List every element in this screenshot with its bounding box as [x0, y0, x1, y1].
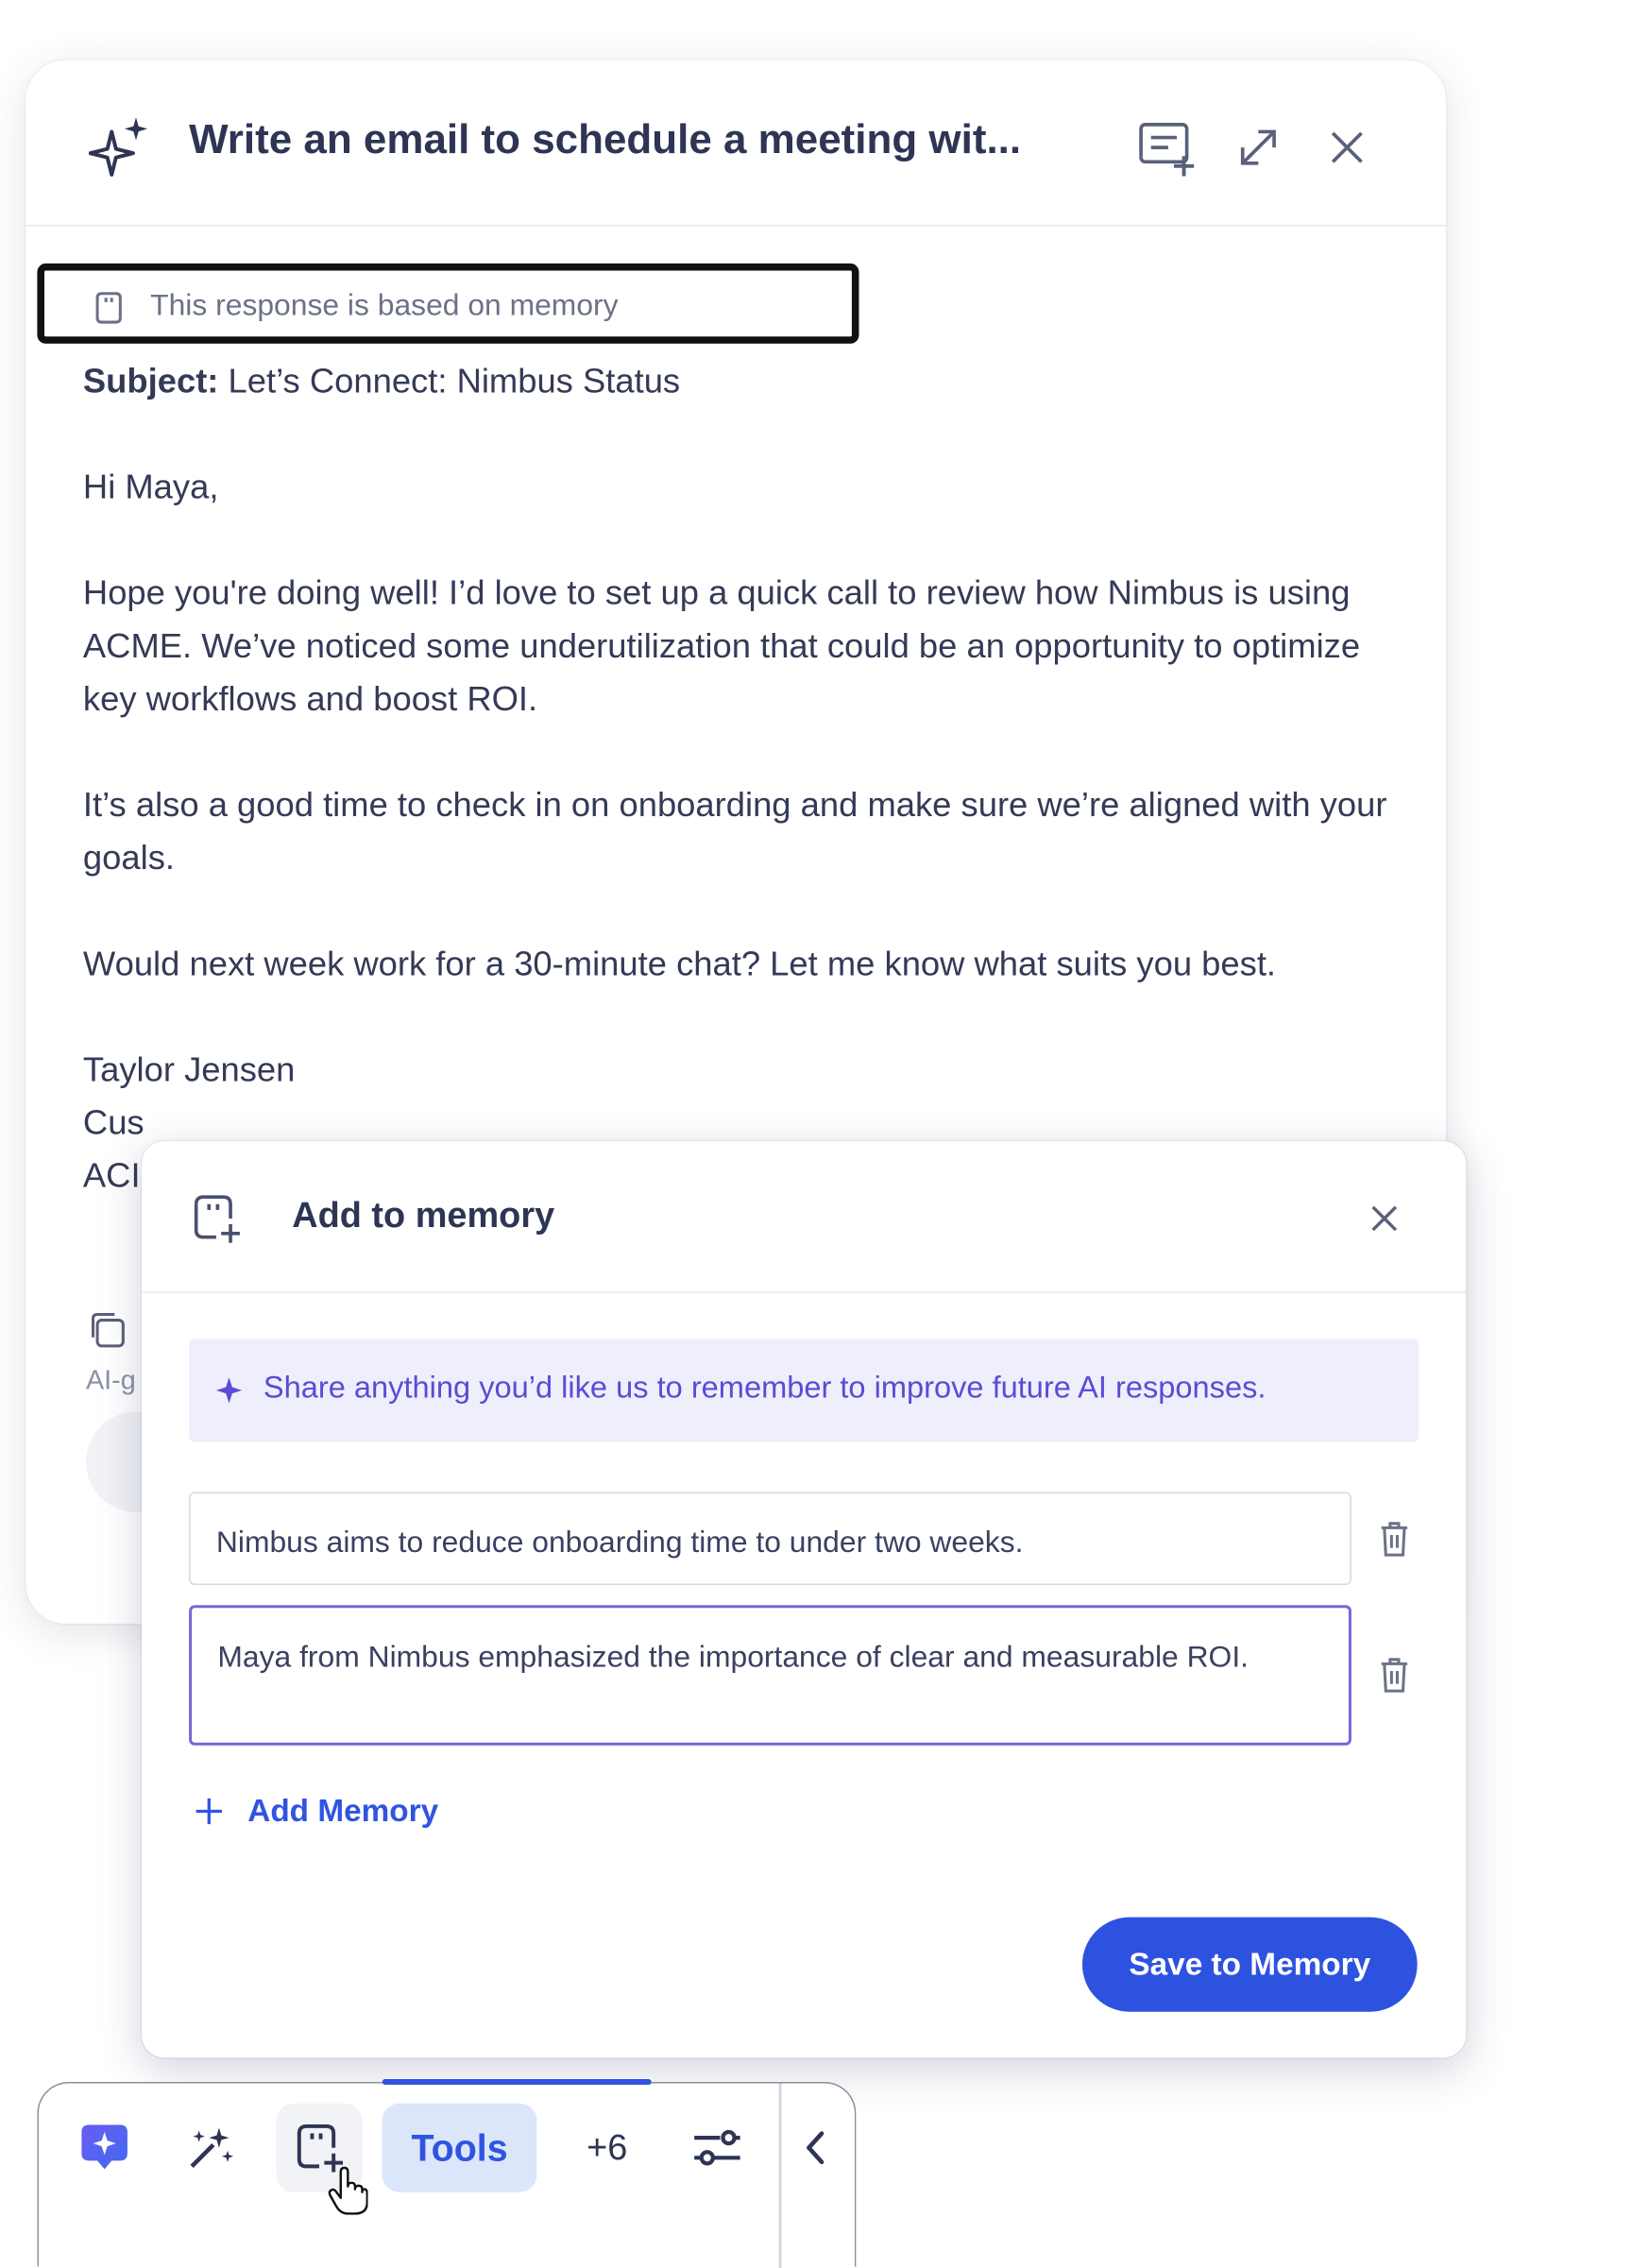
tools-label: Tools [411, 2125, 508, 2169]
bottom-toolbar [37, 2082, 856, 2267]
close-panel-button[interactable] [1318, 117, 1378, 178]
chat-sparkle-icon [76, 2119, 133, 2176]
close-icon[interactable] [1365, 1199, 1404, 1238]
add-to-memory-dialog [142, 1141, 1466, 2057]
more-tools-button[interactable] [571, 2104, 643, 2192]
copy-icon[interactable] [89, 1311, 126, 1348]
memory-note-text: This response is based on memory [150, 289, 619, 323]
magic-wand-button[interactable] [178, 2104, 242, 2192]
memory-based-note [37, 264, 858, 344]
add-memory-button[interactable] [1137, 117, 1198, 178]
email-paragraph: It’s also a good time to check in on onboarding and make sure we’re aligned with your goals. [82, 786, 1387, 878]
signature-title: Cus [82, 1103, 144, 1143]
panel-header [26, 60, 1446, 227]
panel-title: Write an email to schedule a meeting wit... [189, 117, 1022, 163]
save-to-memory-button[interactable]: Save to Memory [1082, 1918, 1418, 2012]
subject-label: Subject: [82, 362, 219, 401]
email-greeting: Hi Maya, [82, 468, 219, 507]
subject-value: Let’s Connect: Nimbus Status [228, 362, 681, 401]
memory-field[interactable]: Nimbus aims to reduce onboarding time to under two weeks. [189, 1492, 1352, 1585]
chevron-left-icon [802, 2127, 830, 2167]
sparkle-icon [214, 1376, 243, 1405]
email-subject [83, 355, 1401, 408]
collapse-toolbar-button[interactable] [794, 2104, 837, 2192]
email-paragraph: Would next week work for a 30-minute chat? Let me know what suits you best. [82, 945, 1277, 984]
add-note-icon [1137, 117, 1198, 178]
expand-icon [1229, 117, 1289, 178]
email-paragraph: Hope you're doing well! I’d love to set up a quick call to review how Nimbus is using ACME. We’ve noticed some underutilization that could be an opportunity to optimize key workflows and boost ROI. [82, 573, 1361, 719]
email-body [83, 355, 1401, 1202]
hand-cursor-icon [328, 2166, 367, 2215]
trash-icon[interactable] [1379, 1521, 1410, 1558]
plus-icon [194, 1796, 225, 1827]
add-memory-label: Add Memory [247, 1792, 439, 1829]
trash-icon[interactable] [1379, 1657, 1410, 1694]
more-tools-count: +6 [586, 2126, 628, 2168]
dialog-header [142, 1141, 1466, 1293]
toolbar-divider [779, 2083, 781, 2268]
close-icon [1318, 117, 1378, 178]
memory-hint-banner [189, 1339, 1419, 1441]
memory-icon [94, 291, 125, 325]
active-tab-indicator [382, 2079, 652, 2085]
dialog-title: Add to memory [292, 1195, 555, 1236]
filter-icon [691, 2126, 743, 2169]
tab-tools[interactable] [382, 2104, 537, 2192]
magic-wand-icon [185, 2122, 237, 2174]
memory-hint-text: Share anything you’d like us to remember to improve future AI responses. [263, 1370, 1266, 1405]
signature-company: ACI [82, 1156, 141, 1196]
settings-button[interactable] [686, 2104, 749, 2192]
sparkle-icon [89, 114, 152, 178]
add-memory-link[interactable] [194, 1790, 439, 1833]
memory-field-active[interactable]: Maya from Nimbus emphasized the importance of clear and measurable ROI. [189, 1605, 1352, 1746]
ai-generated-label: AI-g [85, 1366, 136, 1396]
add-memory-icon [191, 1193, 243, 1245]
signature-name: Taylor Jensen [82, 1050, 296, 1090]
chat-button[interactable] [73, 2104, 136, 2192]
expand-button[interactable] [1229, 117, 1289, 178]
